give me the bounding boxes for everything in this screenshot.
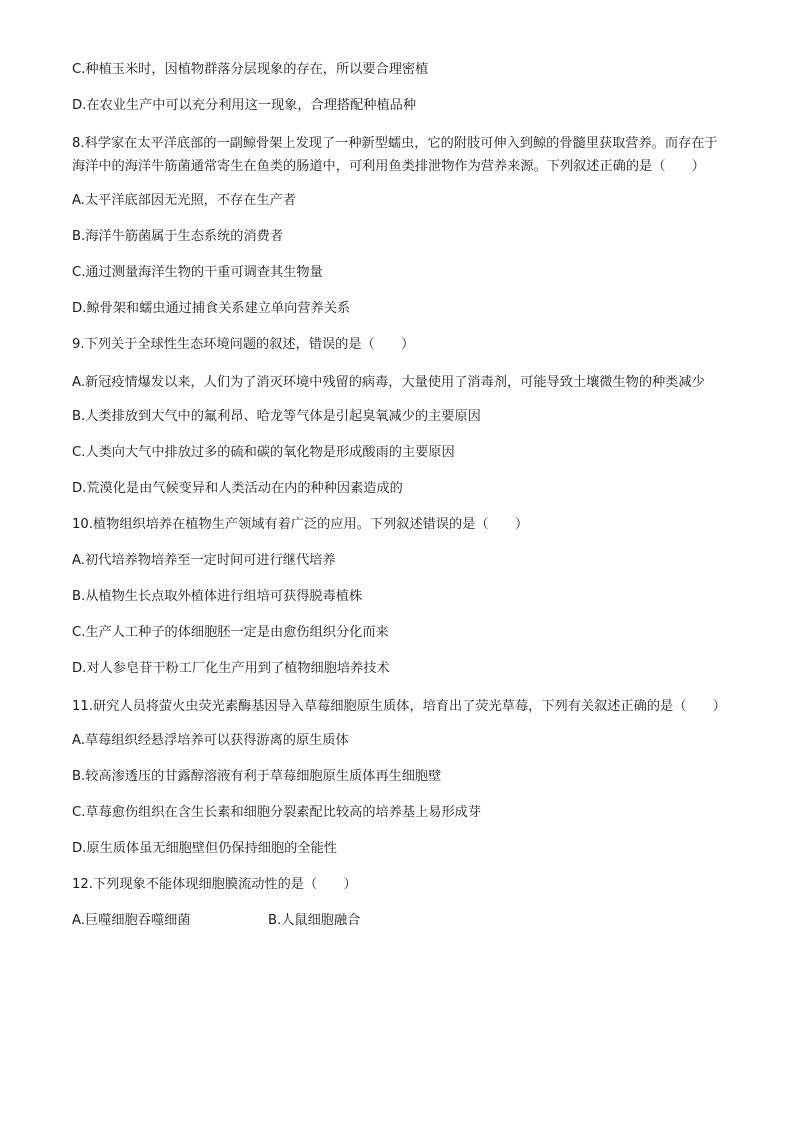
option-12a: A.巨噬细胞吞噬细菌 [72,913,191,928]
option-11b: B.较高渗透压的甘露醇溶液有利于草莓细胞原生质体再生细胞壁 [72,769,442,784]
option-12b: B.人鼠细胞融合 [268,913,361,928]
option-9c: C.人类向大气中排放过多的硫和碳的氧化物是形成酸雨的主要原因 [72,445,455,460]
question-8: 8.科学家在太平洋底部的一副鲸骨架上发现了一种新型蠕虫，它的附肢可伸入到鲸的骨髓里获取营养。而存在于海洋中的海洋牛筋菌通常寄生在鱼类的肠道中，可利用鱼类排泄物作为营养来源。下列叙述正确的是（ ） [72,136,718,174]
option-9d: D.荒漠化是由气候变异和人类活动在内的种种因素造成的 [72,481,403,496]
option-8c: C.通过测量海洋生物的干重可调查其生物量 [72,265,323,280]
option-10b: B.从植物生长点取外植体进行组培可获得脱毒植株 [72,589,363,604]
option-10a: A.初代培养物培养至一定时间可进行继代培养 [72,553,336,568]
option-9b: B.人类排放到大气中的氟利昂、哈龙等气体是引起臭氧减少的主要原因 [72,409,481,424]
option-8d: D.鲸骨架和蠕虫通过捕食关系建立单向营养关系 [72,301,351,316]
option-7d: D.在农业生产中可以充分利用这一现象，合理搭配种植品种 [72,98,417,113]
options-12-row [72,911,722,930]
question-11: 11.研究人员将萤火虫荧光素酶基因导入草莓细胞原生质体，培育出了荧光草莓，下列有关叙述正确的是（ ） [72,699,726,714]
question-12: 12.下列现象不能体现细胞膜流动性的是（ ） [72,877,357,892]
option-7c: C.种植玉米时，因植物群落分层现象的存在，所以要合理密植 [72,62,429,77]
document-page [72,60,726,930]
option-8a: A.太平洋底部因无光照，不存在生产者 [72,193,296,208]
option-11c: C.草莓愈伤组织在含生长素和细胞分裂素配比较高的培养基上易形成芽 [72,805,482,820]
question-10: 10.植物组织培养在植物生产领域有着广泛的应用。下列叙述错误的是（ ） [72,517,529,532]
question-9: 9.下列关于全球性生态环境问题的叙述，错误的是（ ） [72,337,415,352]
option-10c: C.生产人工种子的体细胞胚一定是由愈伤组织分化而来 [72,625,389,640]
option-11a: A.草莓组织经悬浮培养可以获得游离的原生质体 [72,733,349,748]
option-9a: A.新冠疫情爆发以来，人们为了消灭环境中残留的病毒，大量使用了消毒剂，可能导致土壤微生物的种类减少 [72,375,705,390]
option-10d: D.对人参皂苷干粉工厂化生产用到了植物细胞培养技术 [72,661,390,676]
option-8b: B.海洋牛筋菌属于生态系统的消费者 [72,229,284,244]
option-11d: D.原生质体虽无细胞壁但仍保持细胞的全能性 [72,841,337,856]
